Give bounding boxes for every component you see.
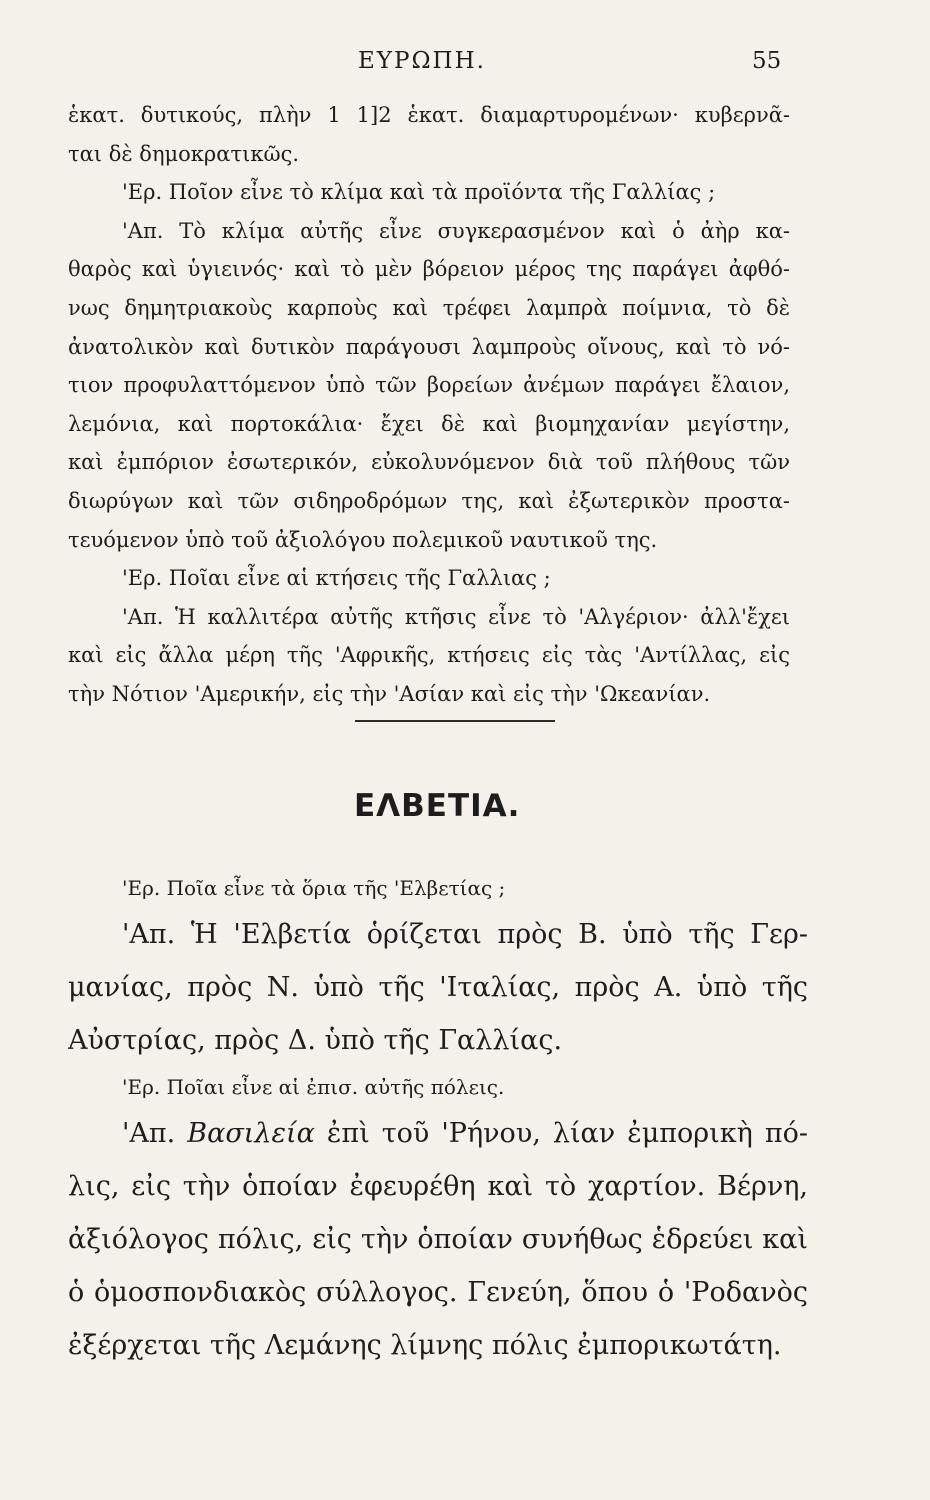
text-line: τευόμενον ὑπὸ τοῦ ἀξιολόγου πολεμικοῦ ναυτικοῦ της. bbox=[68, 527, 658, 552]
text-line: ται δὲ δημοκρατικῶς. bbox=[68, 141, 299, 166]
text-line: ἐξέρχεται τῆς Λεμάνης λίμνης πόλις ἐμπορικωτάτη. bbox=[68, 1330, 782, 1361]
city-name-italic: Βασιλεία bbox=[187, 1118, 315, 1149]
france-text-block bbox=[68, 96, 790, 714]
text-line: λις, εἰς τὴν ὁποίαν ἐφευρέθη καὶ τὸ χαρτίον. Βέρνη, bbox=[68, 1171, 808, 1202]
text-line: θαρὸς καὶ ὑγιεινός· καὶ τὸ μὲν βόρειον μέρος της παράγει ἀφθό- bbox=[68, 257, 790, 282]
text-line: ἀνατολικὸν καὶ δυτικὸν παράγουσι λαμπροὺς οἴνους, καὶ τὸ νό- bbox=[68, 334, 790, 359]
text-line: νως δημητριακοὺς καρποὺς καὶ τρέφει λαμπρὰ ποίμνια, τὸ δὲ bbox=[68, 295, 790, 320]
question-line: 'Ερ. Ποῖον εἶνε τὸ κλίμα καὶ τὰ προϊόντα τῆς Γαλλίας ; bbox=[122, 180, 716, 205]
running-head-title: ΕΥΡΩΠΗ. bbox=[358, 48, 486, 74]
answer-line: 'Απ. Ἡ 'Ελβετία ὁρίζεται πρὸς Β. ὑπὸ τῆς Γερ- bbox=[122, 919, 808, 950]
question-line: 'Ερ. Ποῖαι εἶνε αἱ κτήσεις τῆς Γαλλιας ; bbox=[122, 566, 551, 591]
helvetia-text-block bbox=[68, 868, 808, 1372]
question-line: 'Ερ. Ποῖα εἶνε τὰ ὅρια τῆς 'Ελβετίας ; bbox=[122, 876, 506, 900]
text-line: μανίας, πρὸς Ν. ὑπὸ τῆς 'Ιταλίας, πρὸς Α. ὑπὸ τῆς bbox=[68, 972, 808, 1003]
text-line: Αὐστρίας, πρὸς Δ. ὑπὸ τῆς Γαλλίας. bbox=[68, 1025, 563, 1056]
section-divider bbox=[355, 720, 555, 722]
text-line: διωρύγων καὶ τῶν σιδηροδρόμων της, καὶ ἐξωτερικὸν προστα- bbox=[68, 488, 790, 513]
answer-line bbox=[68, 1107, 808, 1160]
section-heading-helvetia: ΕΛΒΕΤΙΑ. bbox=[354, 788, 521, 824]
text-line: ἀξιόλογος πόλις, εἰς τὴν ὁποίαν συνήθως ἑδρεύει καὶ bbox=[68, 1224, 808, 1255]
answer-line: 'Απ. Τὸ κλίμα αὐτῆς εἶνε συγκερασμένον καὶ ὁ ἀὴρ κα- bbox=[122, 218, 790, 243]
text-line: καὶ εἰς ἄλλα μέρη τῆς 'Αφρικῆς, κτήσεις εἰς τὰς 'Αντίλλας, εἰς bbox=[68, 643, 790, 668]
page-number: 55 bbox=[752, 48, 782, 74]
answer-prefix: 'Απ. bbox=[122, 1118, 176, 1149]
text-line: λεμόνια, καὶ πορτοκάλια· ἔχει δὲ καὶ βιομηχανίαν μεγίστην, bbox=[68, 411, 790, 436]
question-line: 'Ερ. Ποῖαι εἶνε αἱ ἐπισ. αὐτῆς πόλεις. bbox=[122, 1075, 505, 1099]
text-line: ὁ ὁμοσπονδιακὸς σύλλογος. Γενεύη, ὅπου ὁ 'Ροδανὸς bbox=[68, 1277, 808, 1308]
answer-text: ἐπὶ τοῦ 'Ρήνου, λίαν ἐμπορικὴ πό- bbox=[326, 1118, 808, 1149]
text-line: καὶ ἐμπόριον ἐσωτερικόν, εὐκολυνόμενον διὰ τοῦ πλήθους τῶν bbox=[68, 450, 790, 475]
text-line: ἑκατ. δυτικούς, πλὴν 1 1]2 ἑκατ. διαμαρτυρομένων· κυβερνᾶ- bbox=[68, 103, 790, 127]
text-line: τιον προφυλαττόμενον ὑπὸ τῶν βορείων ἀνέμων παράγει ἔλαιον, bbox=[68, 373, 790, 398]
answer-line: 'Απ. Ἡ καλλιτέρα αὐτῆς κτῆσις εἶνε τὸ 'Αλγέριον· ἀλλ'ἔχει bbox=[122, 604, 790, 629]
text-line: τὴν Νότιον 'Αμερικήν, εἰς τὴν 'Ασίαν καὶ εἰς τὴν 'Ωκεανίαν. bbox=[68, 681, 711, 706]
